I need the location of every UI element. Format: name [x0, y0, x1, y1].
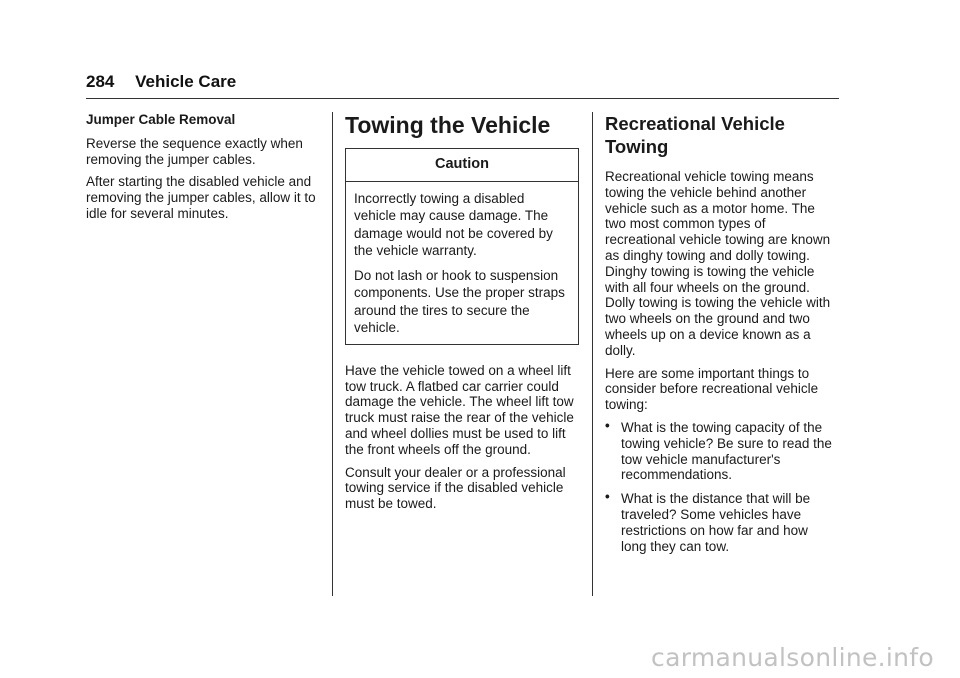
- column-towing-the-vehicle: [345, 112, 579, 519]
- subheading-jumper-cable-removal: Jumper Cable Removal: [86, 112, 236, 127]
- caution-box: [345, 148, 579, 345]
- column-jumper-cable-removal: [86, 112, 320, 229]
- paragraph: Here are some important things to consider before recreational vehicle towing:: [605, 365, 819, 413]
- bullet-icon: •: [605, 489, 610, 505]
- header-divider: [86, 98, 839, 99]
- list-item: [605, 491, 837, 554]
- column-divider-1: [332, 112, 333, 596]
- paragraph: Reverse the sequence exactly when removing the jumper cables.: [86, 135, 303, 167]
- section-title: Vehicle Care: [135, 72, 237, 91]
- bullet-list: [605, 417, 837, 554]
- page-number: 284: [86, 72, 115, 91]
- bullet-icon: •: [605, 417, 610, 433]
- watermark: carmanualsonline.info: [651, 643, 934, 672]
- column-divider-2: [592, 112, 593, 596]
- heading-recreational-vehicle-towing: Recreational Vehicle Towing: [605, 113, 785, 157]
- paragraph: Consult your dealer or a professional towing service if the disabled vehicle must be towed.: [345, 464, 566, 512]
- caution-paragraph: Incorrectly towing a disabled vehicle may cause damage. The damage would not be covered by the vehicle warranty.: [354, 190, 553, 259]
- page-header: [86, 72, 236, 92]
- paragraph: Have the vehicle towed on a wheel lift tow truck. A flatbed car carrier could damage the vehicle. The wheel lift tow truck must raise the rear of the vehicle and wheel dollies must be used to lift the front wheels off the ground.: [345, 362, 574, 457]
- heading-towing-the-vehicle: Towing the Vehicle: [345, 112, 551, 138]
- list-item: [605, 417, 837, 483]
- paragraph: After starting the disabled vehicle and removing the jumper cables, allow it to idle for several minutes.: [86, 174, 316, 221]
- list-item-text: What is the distance that will be traveled? Some vehicles have restrictions on how far and how long they can tow.: [621, 491, 811, 554]
- caution-paragraph: Do not lash or hook to suspension components. Use the proper straps around the tires to secure the vehicle.: [354, 267, 565, 336]
- column-recreational-vehicle-towing: [605, 112, 837, 562]
- caution-title: Caution: [346, 149, 578, 182]
- list-item-text: What is the towing capacity of the towing vehicle? Be sure to read the tow vehicle manufacturer's recommendations.: [621, 419, 832, 483]
- paragraph: Recreational vehicle towing means towing the vehicle behind another vehicle such as a motor home. The two most common types of recreational vehicle towing are known as dinghy towing and dolly towing. Dinghy towing is towing the vehicle with all four wheels on the ground. Dolly towing is towing the vehicle with two wheels on the ground and two wheels up on a device known as a dolly.: [605, 169, 831, 358]
